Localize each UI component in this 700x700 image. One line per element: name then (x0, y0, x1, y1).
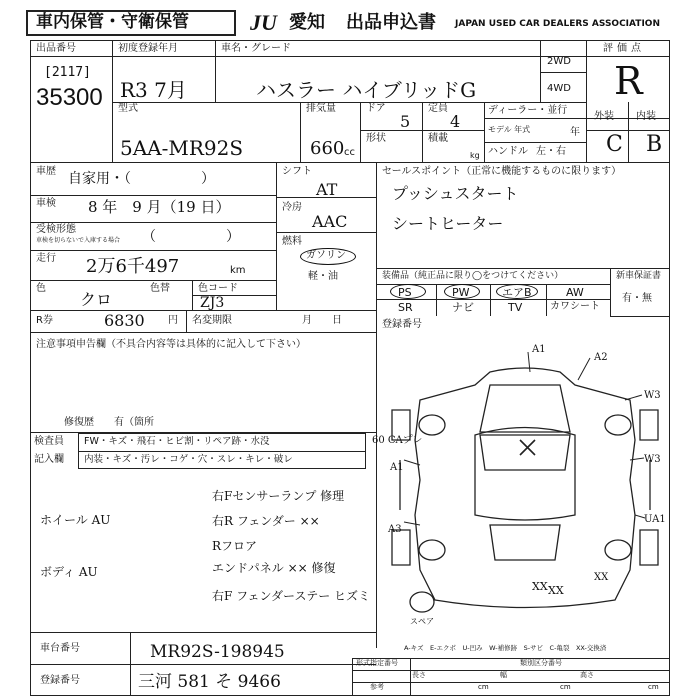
interior-label: 内装 (636, 111, 656, 122)
cooling-value: AAC (312, 212, 348, 231)
wheel-rear-right (605, 540, 631, 560)
shape-label: 形状 (366, 133, 386, 144)
lot-no-label: 出品番号 (36, 43, 76, 54)
notes-header: 注意事項申告欄（不具合内容等は具体的に記入して下さい） (36, 339, 306, 350)
reference-label: 参考 (370, 683, 384, 691)
form-title: 出品申込書 (346, 12, 436, 33)
acceptance-note: 車検を切らないで入庫する場合 (36, 237, 121, 244)
color-change-label: 色替 (150, 283, 170, 294)
acceptance-label: 受検形態 (36, 224, 76, 235)
model-label: 型式 (118, 103, 138, 114)
mark-a1-left: A1 (390, 462, 404, 473)
fuel-light-oil: 軽・油 (308, 271, 338, 282)
color-label: 色 (36, 283, 46, 294)
lot-ref: [2117] (44, 65, 91, 80)
cm-label-2: cm (560, 683, 571, 691)
equip-sr: SR (398, 301, 413, 314)
month-day-label: 月 日 (302, 315, 342, 326)
sales-points-label: セールスポイント（正常に機能するものに限ります） (382, 166, 622, 177)
ju-logo: JU (250, 10, 277, 35)
equip-leather-seat: カワシート (550, 301, 600, 312)
color-code-label: 色コード (198, 283, 238, 294)
color-value: クロ (80, 290, 113, 309)
first-reg-value: R3 7月 (120, 78, 187, 102)
cc-label: cc (344, 147, 355, 158)
reg-no-side-label: 登録番号 (382, 319, 422, 330)
type-designation-label: 形式指定番号 (356, 659, 398, 667)
shift-value: AT (316, 180, 338, 199)
sales-point-1: プッシュスタート (392, 184, 519, 203)
inspector-label: 検査員 (34, 436, 64, 447)
mark-xx-rear-2: XX (548, 584, 564, 597)
dealer-label: ディーラー・並行 (488, 105, 568, 116)
interior-grade: B (646, 132, 663, 157)
width-label: 幅 (500, 671, 507, 679)
chassis-no-value: MR92S-198945 (150, 642, 285, 662)
doors-value: 5 (400, 112, 411, 131)
registration-no-value: 三河 581 そ 9466 (138, 672, 281, 692)
mark-xx-rear-1: XX (532, 580, 548, 593)
lot-no-value: 35300 (36, 84, 103, 111)
new-warranty-label: 新車保証書 (616, 271, 662, 281)
note-3: 右R フェンダー ×× (212, 514, 320, 528)
history-value: 自家用・（ ） (68, 171, 215, 187)
height-label: 高さ (580, 671, 594, 679)
cm-label-3: cm (648, 683, 659, 691)
wheel-front-right (605, 415, 631, 435)
doors-label: ドア (366, 103, 386, 114)
mileage-label: 走行 (36, 253, 56, 264)
rear-window (490, 525, 560, 560)
wheel-front-left (419, 415, 445, 435)
drive-4wd: 4WD (547, 83, 571, 94)
capacity-label: 定員 (428, 103, 448, 114)
equipment-label: 装備品（純正品に限り◯をつけてください） (382, 271, 564, 281)
kg-label: kg (470, 151, 480, 160)
entry-field-label: 記入欄 (34, 454, 64, 465)
mark-a2: A2 (594, 352, 608, 363)
hood (480, 385, 570, 432)
wheel-rear-left (419, 540, 445, 560)
yen-label: 円 (168, 315, 178, 326)
warranty-options: 有・無 (622, 293, 652, 304)
note-7: 右F フェンダーステー ヒズミ (212, 589, 371, 603)
model-value: 5AA-MR92S (120, 136, 244, 160)
first-reg-label: 初度登録年月 (118, 43, 178, 54)
left-side-panel (392, 410, 410, 565)
fuel-label: 燃料 (282, 236, 302, 247)
km-label: km (230, 265, 246, 276)
inspector-row-2: 内装・キズ・汚レ・コゲ・穴・スレ・キレ・破レ (84, 454, 293, 465)
roof-outline (475, 428, 575, 521)
mark-w3-upper: W3 (644, 390, 661, 401)
name-change-label: 名変期限 (192, 315, 232, 326)
equip-pw-circle (444, 284, 480, 299)
name-grade-value: ハスラー ハイブリッドG (256, 78, 477, 102)
length-label: 長さ (412, 671, 426, 679)
mark-w3-lower: W3 (644, 454, 661, 465)
model-year-label: モデル 年式 (488, 125, 531, 134)
color-code-value: ZJ3 (200, 295, 225, 311)
fuel-value: ガソリン (306, 250, 346, 261)
org-english: JAPAN USED CAR DEALERS ASSOCIATION (455, 19, 660, 29)
exterior-grade: C (606, 132, 623, 157)
inspector-mark: 60 CAプレ (372, 435, 423, 446)
exterior-label: 外装 (594, 111, 614, 122)
repair-history: 修復歴 有（箇所 (64, 417, 154, 428)
note-2: ホイール AU (40, 513, 111, 527)
category-class-label: 類別区分番号 (520, 659, 562, 667)
inspection-label: 車検 (36, 198, 56, 209)
equip-aw: AW (566, 286, 584, 299)
displacement-value: 660 (310, 138, 345, 159)
load-label: 積載 (428, 133, 448, 144)
note-6: エンドパネル ×× 修復 (212, 561, 336, 575)
equip-airbag-circle (496, 284, 538, 299)
chassis-no-label: 車台番号 (40, 643, 80, 654)
equip-airbag: エアB (502, 286, 532, 299)
recycle-label: R券 (36, 315, 53, 326)
handle-options: 左・右 (536, 146, 566, 157)
name-grade-label: 車名・グレード (221, 43, 291, 54)
sales-point-2: シートヒーター (392, 214, 504, 233)
equip-navi: ナビ (452, 301, 474, 314)
score-label: 評価点 (603, 43, 645, 54)
right-side-panel (640, 410, 658, 565)
score-value: R (614, 59, 643, 103)
legend-label: A-キズ E-エクボ U-凹み W-補修跡 S-サビ C-亀裂 XX-交換済 (404, 644, 607, 652)
spare-tire (410, 592, 434, 612)
year-label: 年 (570, 127, 580, 138)
mileage-value: 2万6千497 (86, 256, 180, 277)
storage-label: 車内保管・守衛保管 (36, 12, 189, 32)
spare-label: スペア (410, 617, 434, 626)
registration-no-label: 登録番号 (40, 675, 80, 686)
spec-box (352, 658, 670, 696)
note-5: ボディ AU (40, 565, 98, 579)
mark-ua1: UA1 (644, 514, 666, 525)
cooling-label: 冷房 (282, 202, 302, 213)
recycle-fee: 6830 (104, 311, 145, 330)
note-1: 右Fセンサーランプ 修理 (212, 489, 345, 503)
shift-label: シフト (282, 166, 312, 177)
acceptance-value: （ ） (142, 229, 240, 245)
mark-a3: A3 (388, 524, 402, 535)
windshield (480, 435, 570, 470)
equip-ps-circle (390, 284, 426, 299)
inspector-row-1: FW・キズ・飛石・ヒビ割・リペア跡・水没 (84, 436, 270, 447)
history-label: 車歴 (36, 166, 56, 177)
handle-label: ハンドル (488, 146, 528, 157)
capacity-value: 4 (450, 112, 461, 131)
equip-ps: PS (398, 286, 412, 299)
displacement-label: 排気量 (306, 103, 336, 114)
inspection-value: 8 年 9 月（19 日） (88, 198, 231, 216)
org-name: 愛知 (289, 12, 325, 33)
car-diagram (380, 340, 670, 640)
mark-a1-top: A1 (532, 344, 546, 355)
equip-pw: PW (452, 286, 470, 299)
equip-tv: TV (508, 301, 523, 314)
cm-label-1: cm (478, 683, 489, 691)
note-4: Rフロア (212, 539, 258, 553)
mark-xx-right: XX (594, 572, 609, 583)
drive-2wd: 2WD (547, 56, 571, 67)
